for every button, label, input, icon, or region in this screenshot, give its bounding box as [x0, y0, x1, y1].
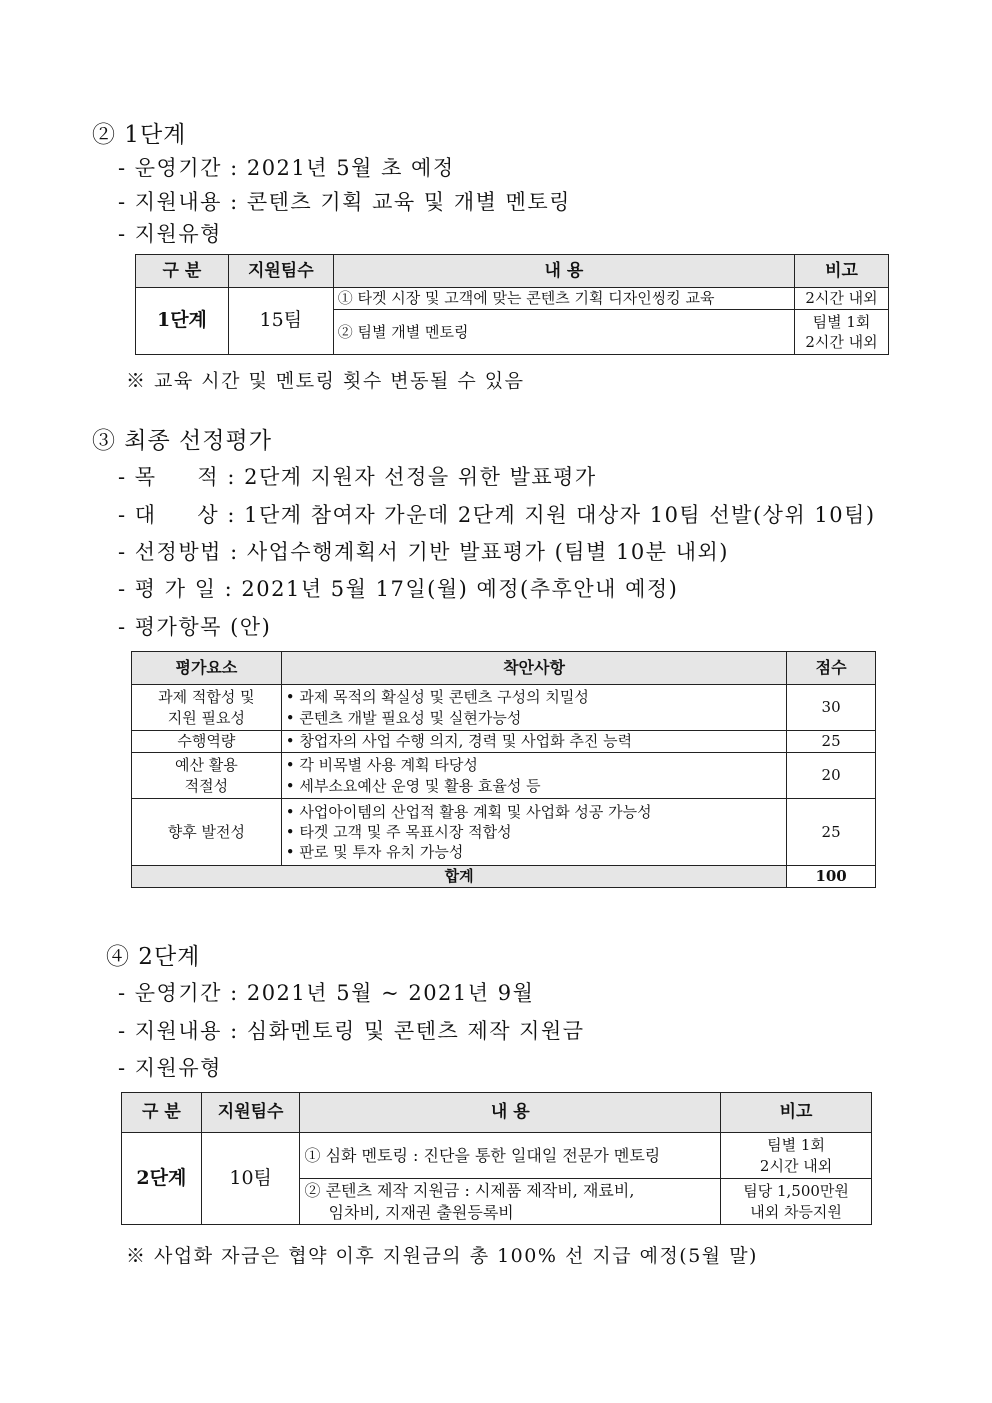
factor-cell	[132, 753, 282, 799]
criteria-cell	[281, 685, 786, 731]
score-cell: 30	[787, 685, 876, 731]
total-label: 합계	[132, 866, 787, 888]
eval-purpose: - 목 적 : 2단계 지원자 선정을 위한 발표평가	[118, 465, 597, 489]
factor-line: 예산 활용	[175, 756, 238, 775]
col-header-criteria: 착안사항	[281, 652, 786, 685]
stage2-footnote: ※ 사업화 자금은 협약 이후 지원금의 총 100% 선 지급 예정(5월 말)	[126, 1245, 758, 1267]
col-header-category: 구 분	[122, 1093, 202, 1133]
col-header-score: 점수	[787, 652, 876, 685]
criteria-point: • 타겟 고객 및 주 목표시장 적합성	[285, 822, 512, 841]
section-heading-stage2: ④ 2단계	[106, 944, 201, 970]
note-cell	[721, 1133, 872, 1179]
stage-cell: 1단계	[136, 288, 229, 355]
teams-cell: 10팀	[201, 1133, 300, 1225]
stage2-support-content: - 지원내용 : 심화멘토링 및 콘텐츠 제작 지원금	[118, 1019, 585, 1043]
content-cell: ① 타겟 시장 및 고객에 맞는 콘텐츠 기획 디자인씽킹 교육	[333, 288, 794, 310]
evaluation-table	[131, 651, 876, 888]
content-cell: ① 심화 멘토링 : 진단을 통한 일대일 전문가 멘토링	[300, 1133, 721, 1179]
section-heading-stage1: ② 1단계	[92, 122, 187, 148]
factor-line: 적절성	[184, 776, 229, 795]
criteria-point: • 각 비목별 사용 계획 타당성	[285, 756, 478, 775]
note-cell: 2시간 내외	[795, 288, 889, 310]
total-score: 100	[787, 866, 876, 888]
note-line: 팀별 1회	[767, 1136, 825, 1155]
factor-line: 지원 필요성	[167, 708, 245, 727]
factor-line: 과제 적합성 및	[158, 688, 255, 707]
score-cell: 25	[787, 799, 876, 866]
score-cell: 25	[787, 731, 876, 753]
stage2-table	[121, 1092, 872, 1225]
criteria-point: • 콘텐츠 개발 필요성 및 실현가능성	[285, 708, 522, 727]
note-line: 2시간 내외	[759, 1156, 833, 1175]
content-cell	[300, 1179, 721, 1225]
stage1-support-type: - 지원유형	[118, 222, 222, 246]
col-header-note: 비고	[721, 1093, 872, 1133]
note-line: 팀당 1,500만원	[743, 1182, 849, 1201]
stage-cell: 2단계	[122, 1133, 202, 1225]
content-cell: ② 팀별 개별 멘토링	[333, 310, 794, 355]
note-line: 2시간 내외	[805, 333, 878, 351]
criteria-point: • 판로 및 투자 유치 가능성	[285, 843, 464, 862]
criteria-point: • 창업자의 사업 수행 의지, 경력 및 사업화 추진 능력	[285, 732, 633, 751]
score-cell: 20	[787, 753, 876, 799]
stage2-period: - 운영기간 : 2021년 5월 ~ 2021년 9월	[118, 981, 535, 1005]
stage2-support-type: - 지원유형	[118, 1056, 222, 1080]
eval-items-label: - 평가항목 (안)	[118, 615, 272, 639]
content-line: ② 콘텐츠 제작 지원금 : 시제품 제작비, 재료비,	[304, 1180, 635, 1200]
col-header-content: 내 용	[300, 1093, 721, 1133]
criteria-cell	[281, 731, 786, 753]
section-heading-final-evaluation: ③ 최종 선정평가	[92, 428, 272, 454]
factor-cell: 수행역량	[132, 731, 282, 753]
stage1-table	[135, 254, 889, 355]
note-cell	[795, 310, 889, 355]
col-header-note: 비고	[795, 255, 889, 288]
note-line: 내외 차등지원	[750, 1202, 842, 1221]
criteria-point: • 세부소요예산 운영 및 활용 효율성 등	[285, 776, 541, 795]
eval-target: - 대 상 : 1단계 참여자 가운데 2단계 지원 대상자 10팀 선발(상위 10팀)	[118, 503, 876, 527]
factor-cell: 향후 발전성	[132, 799, 282, 866]
stage1-footnote: ※ 교육 시간 및 멘토링 횟수 변동될 수 있음	[126, 370, 525, 392]
eval-date: - 평 가 일 : 2021년 5월 17일(월) 예정(추후안내 예정)	[118, 577, 679, 601]
criteria-point: • 과제 목적의 확실성 및 콘텐츠 구성의 치밀성	[285, 688, 589, 707]
note-cell	[721, 1179, 872, 1225]
col-header-teams: 지원팀수	[228, 255, 333, 288]
factor-cell	[132, 685, 282, 731]
stage1-period: - 운영기간 : 2021년 5월 초 예정	[118, 156, 455, 180]
note-line: 팀별 1회	[812, 312, 871, 331]
criteria-cell	[281, 753, 786, 799]
col-header-content: 내 용	[333, 255, 794, 288]
col-header-teams: 지원팀수	[201, 1093, 300, 1133]
content-line: 임차비, 지재권 출원등록비	[328, 1202, 514, 1222]
stage1-support-content: - 지원내용 : 콘텐츠 기획 교육 및 개별 멘토링	[118, 190, 571, 214]
teams-cell: 15팀	[228, 288, 333, 355]
col-header-factor: 평가요소	[132, 652, 282, 685]
col-header-category: 구 분	[136, 255, 229, 288]
eval-method: - 선정방법 : 사업수행계획서 기반 발표평가 (팀별 10분 내외)	[118, 540, 729, 564]
criteria-point: • 사업아이템의 산업적 활용 계획 및 사업화 성공 가능성	[285, 802, 652, 821]
criteria-cell	[281, 799, 786, 866]
